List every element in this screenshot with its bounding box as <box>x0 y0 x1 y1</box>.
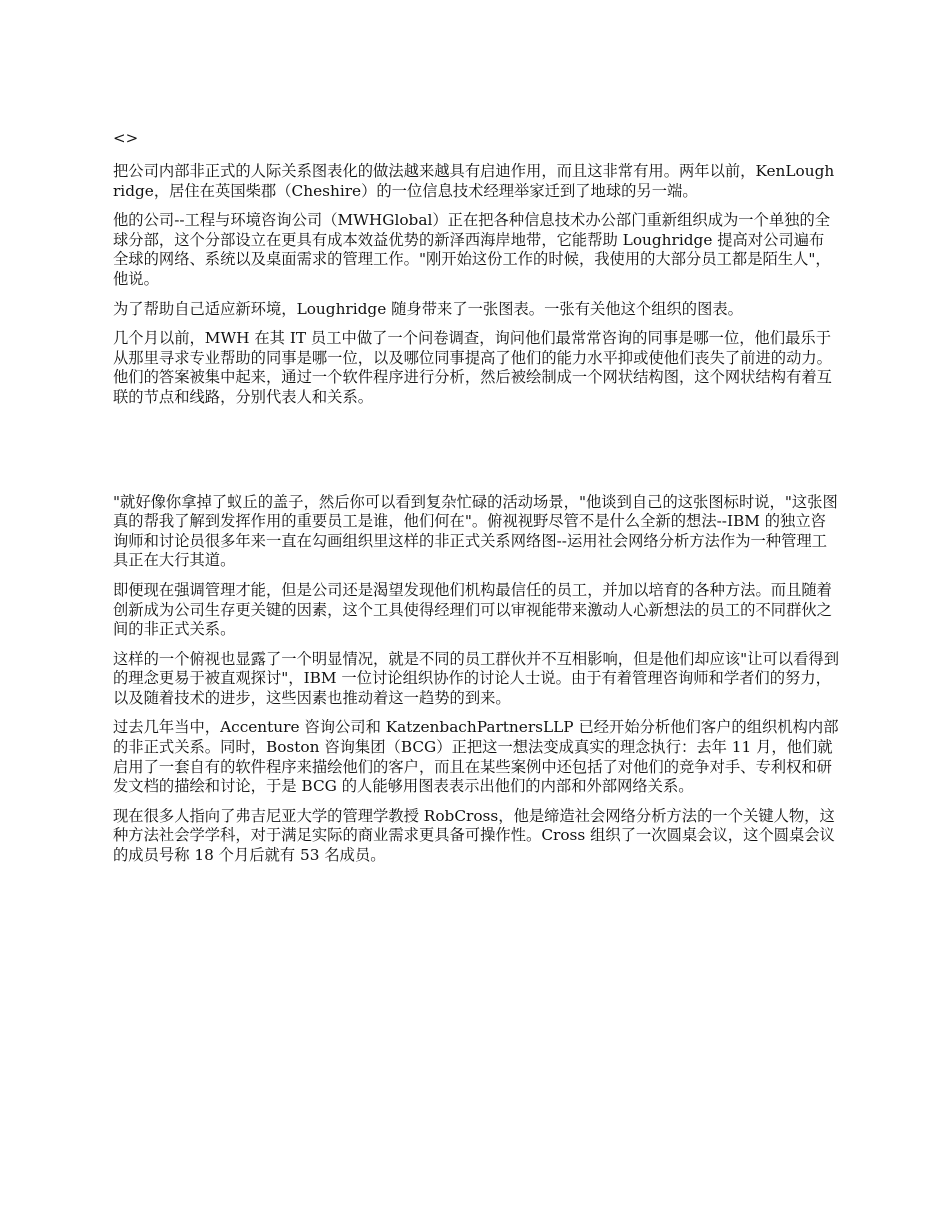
paragraph-robcross: 现在很多人指向了弗吉尼亚大学的管理学教授 RobCross，他是缔造社会网络分析方法的一个关键人物，这种方法社会学学科，对于满足实际的商业需求更具备可操作性。Cross 组织了一次圆桌会议，这个圆桌会议的成员号称 18 个月后就有 53 名成员。 <box>113 806 835 865</box>
image-placeholder <box>113 418 839 493</box>
paragraph-consulting: 过去几年当中，Accenture 咨询公司和 KatzenbachPartnersLLP 已经开始分析他们客户的组织机构内部的非正式关系。同时，Boston 咨询集团（BCG）正把这一想法变成真实的理念执行：去年 11 月，他们就启用了一套自有的软件程序来描绘他们的客户，而且在某些案例中还包括了对他们的竞争对手、专利权和研发文档的描绘和讨论，于是 BCG 的人能够用图表表示出他们的内部和外部网络关系。 <box>113 718 839 796</box>
paragraph-anthill: "就好像你拿掉了蚁丘的盖子，然后你可以看到复杂忙碌的活动场景，"他谈到自己的这张图标时说，"这张图真的帮我了解到发挥作用的重要员工是谁，他们何在"。俯视视野尽管不是什么全新的想法--IBM 的独立咨询师和讨论员很多年来一直在勾画组织里这样的非正式关系网络图--运用社会网络分析方法作为一种管理工具正在大行其道。 <box>113 492 838 570</box>
paragraph-overview: 这样的一个俯视也显露了一个明显情况，就是不同的员工群伙并不互相影响，但是他们却应该"让可以看得到的理念更易于被直观探讨"，IBM 一位讨论组织协作的讨论人士说。由于有着管理咨询师和学者们的努力，以及随着技术的进步，这些因素也推动着这一趋势的到来。 <box>113 649 839 707</box>
document-body <box>113 128 839 876</box>
paragraph-intro: 把公司内部非正式的人际关系图表化的做法越来越具有启迪作用，而且这非常有用。两年以前，KenLoughridge，居住在英国柴郡（Cheshire）的一位信息技术经理举家迁到了地球的另一端。 <box>113 162 835 200</box>
section-marker: <> <box>113 129 139 147</box>
paragraph-company: 他的公司--工程与环境咨询公司（MWHGlobal）正在把各种信息技术办公部门重新组织成为一个单独的全球分部，这个分部设立在更具有成本效益优势的新泽西海岸地带，它能帮助 Loughridge 提高对公司遍布全球的网络、系统以及桌面需求的管理工作。"刚开始这份工作的时候，我使用的大部分员工都是陌生人"，他说。 <box>113 211 831 288</box>
paragraph-survey: 几个月以前，MWH 在其 IT 员工中做了一个问卷调查，询问他们最常常咨询的同事是哪一位，他们最乐于从那里寻求专业帮助的同事是哪一位，以及哪位同事提高了他们的能力水平抑或使他们丧失了前进的动力。他们的答案被集中起来，通过一个软件程序进行分析，然后被绘制成一个网状结构图，这个网状结构有着互联的节点和线路，分别代表人和关系。 <box>113 329 832 406</box>
paragraph-chart: 为了帮助自己适应新环境，Loughridge 随身带来了一张图表。一张有关他这个组织的图表。 <box>113 299 743 318</box>
paragraph-management: 即便现在强调管理才能，但是公司还是渴望发现他们机构最信任的员工，并加以培育的各种方法。而且随着创新成为公司生存更关键的因素，这个工具使得经理们可以审视能带来激动人心新想法的员工的不同群伙之间的非正式关系。 <box>113 580 832 639</box>
